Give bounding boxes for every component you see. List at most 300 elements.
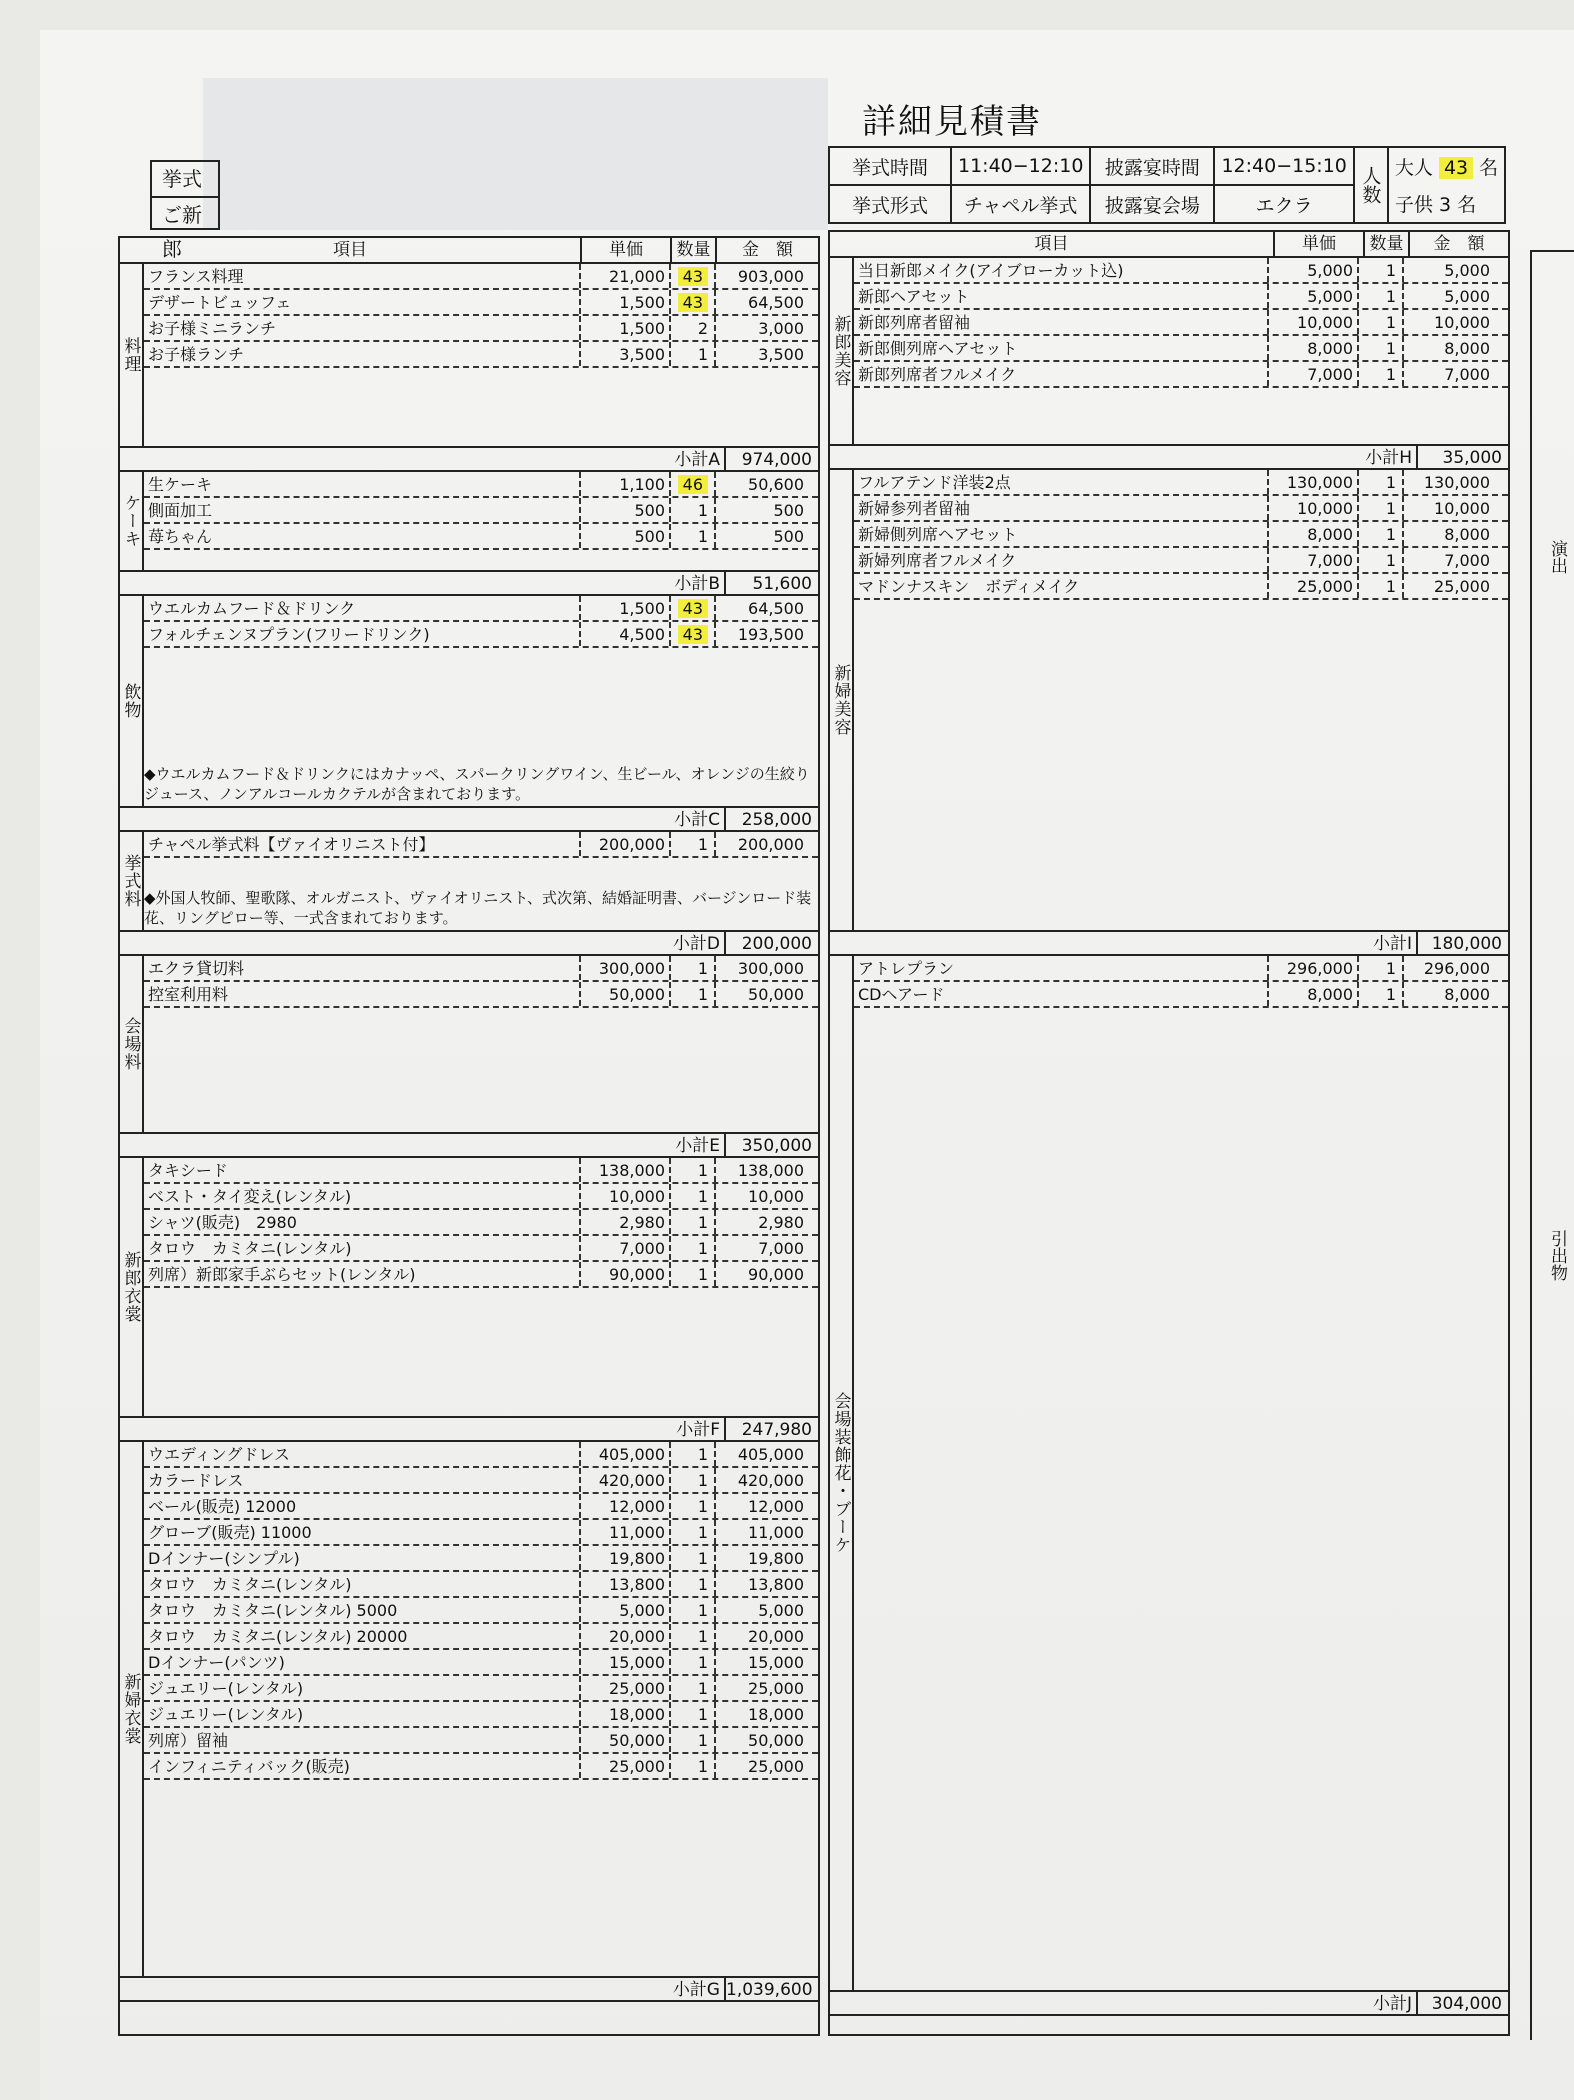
subtotal-value: 304,000 bbox=[1431, 1994, 1502, 2014]
subtotal-row bbox=[120, 808, 818, 832]
item-name: CDヘアード bbox=[854, 982, 1269, 1006]
table-row bbox=[144, 1468, 818, 1494]
next-page-edge-top bbox=[1530, 250, 1574, 252]
col-unit-price: 単価 bbox=[582, 238, 672, 262]
col-qty: 数量 bbox=[672, 238, 717, 262]
subtotal-value: 1,039,600 bbox=[726, 1980, 813, 2000]
unit-price: 25,000 bbox=[1269, 574, 1359, 598]
amount: 903,000 bbox=[737, 267, 804, 286]
quantity-highlight: 43 bbox=[678, 267, 708, 286]
item-rows bbox=[854, 956, 1508, 1008]
quantity-highlight: 46 bbox=[678, 475, 708, 494]
amount: 64,500 bbox=[748, 599, 804, 618]
item-name: タロウ カミタニ(レンタル) bbox=[144, 1236, 581, 1260]
quantity-highlight: 43 bbox=[678, 625, 708, 644]
header-info-grid bbox=[828, 146, 1506, 224]
item-name: カラードレス bbox=[144, 1468, 581, 1492]
table-row bbox=[144, 1754, 818, 1780]
subtotal-label: 小計F bbox=[120, 1418, 726, 1440]
unit-price: 13,800 bbox=[581, 1572, 671, 1596]
item-name: 列席）留袖 bbox=[144, 1728, 581, 1752]
unit-price: 2,980 bbox=[581, 1210, 671, 1234]
item-name: ウエディングドレス bbox=[144, 1442, 581, 1466]
unit-price: 10,000 bbox=[1269, 310, 1359, 334]
child-row bbox=[1388, 185, 1505, 223]
category-label: 新郎衣裳 bbox=[120, 1158, 144, 1416]
amount: 8,000 bbox=[1444, 985, 1490, 1004]
unit-price: 300,000 bbox=[581, 956, 671, 980]
quantity: 1 bbox=[671, 1754, 716, 1778]
amount: 8,000 bbox=[1444, 525, 1490, 544]
unit-price: 1,500 bbox=[581, 290, 671, 314]
table-row bbox=[144, 982, 818, 1008]
quantity: 1 bbox=[671, 1210, 716, 1234]
amount: 19,800 bbox=[748, 1549, 804, 1568]
item-name: ベール(販売) 12000 bbox=[144, 1494, 581, 1518]
category-note: ◆ウエルカムフード＆ドリンクにはカナッペ、スパークリングワイン、生ビール、オレンジの生絞りジュース、ノンアルコールカクテルが含まれております。 bbox=[144, 765, 810, 803]
unit-price: 4,500 bbox=[581, 622, 671, 646]
category-group bbox=[120, 956, 818, 1134]
venue-value: エクラ bbox=[1214, 185, 1353, 223]
unit-price: 19,800 bbox=[581, 1546, 671, 1570]
quantity: 1 bbox=[1359, 470, 1404, 494]
table-row bbox=[144, 596, 818, 622]
table-row bbox=[854, 548, 1508, 574]
category-label: 飲物 bbox=[120, 596, 144, 806]
col-amount: 金 額 bbox=[742, 240, 793, 260]
item-name: 新婦列席者フルメイク bbox=[854, 548, 1269, 572]
table-row bbox=[144, 1184, 818, 1210]
quantity bbox=[671, 290, 716, 314]
col-item: 項目 bbox=[120, 238, 582, 262]
amount: 500 bbox=[773, 501, 804, 520]
amount: 138,000 bbox=[737, 1161, 804, 1180]
child-label: 子供 bbox=[1394, 194, 1433, 216]
subtotal-row bbox=[120, 1134, 818, 1158]
adult-count: 43 bbox=[1439, 157, 1473, 179]
quantity: 1 bbox=[671, 1572, 716, 1596]
unit-price: 8,000 bbox=[1269, 522, 1359, 546]
table-row bbox=[144, 472, 818, 498]
unit-price: 25,000 bbox=[581, 1676, 671, 1700]
table-row bbox=[144, 1702, 818, 1728]
quantity bbox=[671, 596, 716, 620]
amount: 5,000 bbox=[758, 1601, 804, 1620]
amount: 7,000 bbox=[1444, 365, 1490, 384]
table-row bbox=[144, 832, 818, 858]
table-row bbox=[144, 1572, 818, 1598]
left-estimate-table bbox=[118, 236, 820, 2036]
unit-price: 90,000 bbox=[581, 1262, 671, 1286]
unit-price: 18,000 bbox=[581, 1702, 671, 1726]
unit-price: 8,000 bbox=[1269, 336, 1359, 360]
unit-price: 420,000 bbox=[581, 1468, 671, 1492]
item-name: 控室利用料 bbox=[144, 982, 581, 1006]
item-name: エクラ貸切料 bbox=[144, 956, 581, 980]
table-row bbox=[144, 524, 818, 550]
unit-price: 20,000 bbox=[581, 1624, 671, 1648]
right-column-header bbox=[830, 232, 1508, 258]
quantity: 1 bbox=[671, 1468, 716, 1492]
item-name: Dインナー(シンプル) bbox=[144, 1546, 581, 1570]
subtotal-row bbox=[120, 448, 818, 472]
unit-price: 21,000 bbox=[581, 264, 671, 288]
table-row bbox=[144, 1210, 818, 1236]
unit-price: 1,100 bbox=[581, 472, 671, 496]
quantity: 1 bbox=[1359, 336, 1404, 360]
table-row bbox=[144, 1624, 818, 1650]
table-row bbox=[854, 574, 1508, 600]
quantity: 1 bbox=[1359, 258, 1404, 282]
quantity: 1 bbox=[671, 1442, 716, 1466]
document-title: 詳細見積書 bbox=[862, 102, 1042, 142]
people-label: 人数 bbox=[1354, 147, 1388, 223]
item-name: 新郎ヘアセット bbox=[854, 284, 1269, 308]
subtotal-row bbox=[830, 932, 1508, 956]
subtotal-row bbox=[120, 932, 818, 956]
unit-price: 3,500 bbox=[581, 342, 671, 366]
amount: 64,500 bbox=[748, 293, 804, 312]
amount: 3,000 bbox=[758, 319, 804, 338]
unit-price: 405,000 bbox=[581, 1442, 671, 1466]
col-qty: 数量 bbox=[1365, 232, 1410, 256]
amount: 11,000 bbox=[748, 1523, 804, 1542]
amount: 300,000 bbox=[737, 959, 804, 978]
subtotal-row bbox=[120, 572, 818, 596]
unit-price: 1,500 bbox=[581, 596, 671, 620]
quantity: 1 bbox=[1359, 496, 1404, 520]
category-group bbox=[120, 472, 818, 572]
amount: 3,500 bbox=[758, 345, 804, 364]
subtotal-row bbox=[120, 1418, 818, 1442]
subtotal-label: 小計C bbox=[120, 808, 726, 830]
subtotal-label: 小計G bbox=[120, 1978, 726, 2000]
category-group bbox=[120, 264, 818, 448]
subtotal-label: 小計B bbox=[120, 572, 726, 594]
quantity: 1 bbox=[671, 1702, 716, 1726]
unit-price: 7,000 bbox=[1269, 548, 1359, 572]
item-name: タキシード bbox=[144, 1158, 581, 1182]
unit-price: 500 bbox=[581, 498, 671, 522]
amount: 50,000 bbox=[748, 985, 804, 1004]
item-name: 側面加工 bbox=[144, 498, 581, 522]
subtotal-label: 小計H bbox=[830, 446, 1418, 468]
item-rows bbox=[144, 472, 818, 550]
item-name: インフィニティバック(販売) bbox=[144, 1754, 581, 1778]
table-row bbox=[144, 1728, 818, 1754]
subtotal-value: 974,000 bbox=[741, 450, 812, 470]
left-column-header bbox=[120, 238, 818, 264]
amount: 193,500 bbox=[737, 625, 804, 644]
quantity: 1 bbox=[671, 1546, 716, 1570]
subtotal-label: 小計A bbox=[120, 448, 726, 470]
quantity: 1 bbox=[1359, 956, 1404, 980]
amount: 200,000 bbox=[737, 835, 804, 854]
unit-price: 12,000 bbox=[581, 1494, 671, 1518]
item-name: フランス料理 bbox=[144, 264, 581, 288]
right-estimate-table bbox=[828, 230, 1510, 2036]
category-label: 会場料 bbox=[120, 956, 144, 1132]
unit-price: 296,000 bbox=[1269, 956, 1359, 980]
col-item: 項目 bbox=[830, 232, 1275, 256]
quantity: 1 bbox=[671, 1650, 716, 1674]
subtotal-value: 51,600 bbox=[752, 574, 812, 594]
item-name: タロウ カミタニ(レンタル) 5000 bbox=[144, 1598, 581, 1622]
table-row bbox=[144, 1494, 818, 1520]
category-label: 新婦衣裳 bbox=[120, 1442, 144, 1976]
subtotal-value: 180,000 bbox=[1431, 934, 1502, 954]
amount: 8,000 bbox=[1444, 339, 1490, 358]
item-rows bbox=[144, 832, 818, 858]
item-name: デザートビュッフェ bbox=[144, 290, 581, 314]
amount: 2,980 bbox=[758, 1213, 804, 1232]
table-row bbox=[144, 1520, 818, 1546]
table-row bbox=[144, 342, 818, 368]
quantity: 1 bbox=[1359, 548, 1404, 572]
amount: 13,800 bbox=[748, 1575, 804, 1594]
item-name: 新郎側列席ヘアセット bbox=[854, 336, 1269, 360]
quantity bbox=[671, 264, 716, 288]
table-row bbox=[144, 498, 818, 524]
item-name: ジュエリー(レンタル) bbox=[144, 1676, 581, 1700]
quantity: 1 bbox=[671, 1728, 716, 1752]
table-row bbox=[144, 316, 818, 342]
reception-time-label: 披露宴時間 bbox=[1090, 147, 1214, 185]
quantity: 1 bbox=[671, 342, 716, 366]
item-name: フルアテンド洋装2点 bbox=[854, 470, 1269, 494]
quantity: 1 bbox=[671, 524, 716, 548]
quantity-highlight: 43 bbox=[678, 599, 708, 618]
quantity: 1 bbox=[671, 1624, 716, 1648]
table-row bbox=[854, 362, 1508, 388]
item-name: グローブ(販売) 11000 bbox=[144, 1520, 581, 1544]
item-name: 生ケーキ bbox=[144, 472, 581, 496]
quantity: 1 bbox=[1359, 310, 1404, 334]
subtotal-row bbox=[830, 446, 1508, 470]
unit-price: 11,000 bbox=[581, 1520, 671, 1544]
amount: 296,000 bbox=[1423, 959, 1490, 978]
item-name: チャペル挙式料【ヴァイオリニスト付】 bbox=[144, 832, 581, 856]
table-row bbox=[144, 1442, 818, 1468]
amount: 5,000 bbox=[1444, 261, 1490, 280]
subtotal-value: 258,000 bbox=[741, 810, 812, 830]
category-group bbox=[120, 1442, 818, 1978]
amount: 18,000 bbox=[748, 1705, 804, 1724]
table-row bbox=[854, 336, 1508, 362]
amount: 405,000 bbox=[737, 1445, 804, 1464]
category-label: 会場装飾花・ブーケ bbox=[830, 956, 854, 1990]
category-label: 新郎美容 bbox=[830, 258, 854, 444]
subtotal-label: 小計D bbox=[120, 932, 726, 954]
header-left-box bbox=[150, 160, 220, 261]
item-name: 列席）新郎家手ぶらセット(レンタル) bbox=[144, 1262, 581, 1286]
table-row bbox=[144, 1676, 818, 1702]
amount: 15,000 bbox=[748, 1653, 804, 1672]
amount: 90,000 bbox=[748, 1265, 804, 1284]
quantity: 1 bbox=[671, 1494, 716, 1518]
category-group bbox=[830, 956, 1508, 1992]
child-count: 3 bbox=[1438, 194, 1452, 216]
reception-time-value: 12:40−15:10 bbox=[1214, 147, 1353, 185]
item-name: 新婦側列席ヘアセット bbox=[854, 522, 1269, 546]
far-right-label-gift: 引出物 bbox=[1547, 1230, 1567, 1281]
adult-unit: 名 bbox=[1479, 157, 1499, 179]
category-label: ケーキ bbox=[120, 472, 144, 570]
quantity: 1 bbox=[671, 1158, 716, 1182]
col-amount: 金 額 bbox=[1433, 234, 1485, 254]
unit-price: 1,500 bbox=[581, 316, 671, 340]
subtotal-label: 小計I bbox=[830, 932, 1418, 954]
quantity: 1 bbox=[671, 832, 716, 856]
item-name: 苺ちゃん bbox=[144, 524, 581, 548]
ceremony-style-value: チャペル挙式 bbox=[951, 185, 1090, 223]
subtotal-value: 350,000 bbox=[741, 1136, 812, 1156]
unit-price: 5,000 bbox=[1269, 258, 1359, 282]
header-ceremony-label: 挙式 bbox=[152, 162, 218, 198]
table-row bbox=[854, 956, 1508, 982]
item-name: 当日新郎メイク(アイブローカット込) bbox=[854, 258, 1269, 282]
table-row bbox=[854, 496, 1508, 522]
item-name: 新婦参列者留袖 bbox=[854, 496, 1269, 520]
amount: 10,000 bbox=[748, 1187, 804, 1206]
amount: 25,000 bbox=[1434, 577, 1490, 596]
table-row bbox=[854, 258, 1508, 284]
amount: 12,000 bbox=[748, 1497, 804, 1516]
table-row bbox=[144, 956, 818, 982]
amount: 5,000 bbox=[1444, 287, 1490, 306]
far-right-label-performance: 演出 bbox=[1547, 540, 1567, 574]
item-name: お子様ミニランチ bbox=[144, 316, 581, 340]
quantity: 1 bbox=[671, 1676, 716, 1700]
ceremony-style-label: 挙式形式 bbox=[829, 185, 951, 223]
quantity: 1 bbox=[1359, 522, 1404, 546]
table-row bbox=[854, 982, 1508, 1008]
quantity: 1 bbox=[1359, 284, 1404, 308]
header-groom-label: ご新郎 bbox=[162, 203, 202, 261]
category-group bbox=[120, 1158, 818, 1418]
item-name: ベスト・タイ変え(レンタル) bbox=[144, 1184, 581, 1208]
table-row bbox=[144, 1650, 818, 1676]
table-row bbox=[854, 284, 1508, 310]
item-rows bbox=[144, 1158, 818, 1288]
table-row bbox=[854, 310, 1508, 336]
amount: 130,000 bbox=[1423, 473, 1490, 492]
item-rows bbox=[854, 470, 1508, 600]
item-name: タロウ カミタニ(レンタル) bbox=[144, 1572, 581, 1596]
amount: 25,000 bbox=[748, 1679, 804, 1698]
item-name: アトレプラン bbox=[854, 956, 1269, 980]
table-row bbox=[144, 1262, 818, 1288]
subtotal-row bbox=[120, 1978, 818, 2002]
quantity: 1 bbox=[671, 1262, 716, 1286]
unit-price: 50,000 bbox=[581, 982, 671, 1006]
subtotal-label: 小計E bbox=[120, 1134, 726, 1156]
amount: 20,000 bbox=[748, 1627, 804, 1646]
subtotal-value: 200,000 bbox=[741, 934, 812, 954]
unit-price: 25,000 bbox=[581, 1754, 671, 1778]
unit-price: 5,000 bbox=[581, 1598, 671, 1622]
quantity: 1 bbox=[1359, 982, 1404, 1006]
quantity-highlight: 43 bbox=[678, 293, 708, 312]
unit-price: 10,000 bbox=[581, 1184, 671, 1208]
ceremony-time-label: 挙式時間 bbox=[829, 147, 951, 185]
table-row bbox=[144, 1546, 818, 1572]
subtotal-value: 35,000 bbox=[1442, 448, 1502, 468]
quantity: 1 bbox=[671, 982, 716, 1006]
item-rows bbox=[144, 1442, 818, 1780]
unit-price: 500 bbox=[581, 524, 671, 548]
category-group bbox=[120, 832, 818, 932]
category-group bbox=[120, 596, 818, 808]
unit-price: 8,000 bbox=[1269, 982, 1359, 1006]
unit-price: 7,000 bbox=[1269, 362, 1359, 386]
venue-label: 披露宴会場 bbox=[1090, 185, 1214, 223]
item-name: 新郎列席者留袖 bbox=[854, 310, 1269, 334]
quantity: 1 bbox=[671, 1520, 716, 1544]
table-row bbox=[854, 470, 1508, 496]
item-name: シャツ(販売) 2980 bbox=[144, 1210, 581, 1234]
amount: 50,600 bbox=[748, 475, 804, 494]
quantity: 1 bbox=[1359, 362, 1404, 386]
child-unit: 名 bbox=[1457, 194, 1477, 216]
amount: 500 bbox=[773, 527, 804, 546]
table-row bbox=[144, 1598, 818, 1624]
item-name: タロウ カミタニ(レンタル) 20000 bbox=[144, 1624, 581, 1648]
category-group bbox=[830, 258, 1508, 446]
amount: 10,000 bbox=[1434, 313, 1490, 332]
ceremony-time-value: 11:40−12:10 bbox=[951, 147, 1090, 185]
item-rows bbox=[144, 264, 818, 368]
quantity: 2 bbox=[671, 316, 716, 340]
table-row bbox=[144, 264, 818, 290]
category-label: 挙式料 bbox=[120, 832, 144, 930]
unit-price: 10,000 bbox=[1269, 496, 1359, 520]
item-name: マドンナスキン ボディメイク bbox=[854, 574, 1269, 598]
adult-label: 大人 bbox=[1394, 157, 1433, 179]
unit-price: 130,000 bbox=[1269, 470, 1359, 494]
category-label: 料理 bbox=[120, 264, 144, 446]
item-name: ジュエリー(レンタル) bbox=[144, 1702, 581, 1726]
quantity: 1 bbox=[671, 1184, 716, 1208]
item-name: 新郎列席者フルメイク bbox=[854, 362, 1269, 386]
table-row bbox=[854, 522, 1508, 548]
category-label: 新婦美容 bbox=[830, 470, 854, 930]
subtotal-label: 小計J bbox=[830, 1992, 1418, 2014]
item-rows bbox=[144, 956, 818, 1008]
amount: 7,000 bbox=[758, 1239, 804, 1258]
unit-price: 15,000 bbox=[581, 1650, 671, 1674]
amount: 420,000 bbox=[737, 1471, 804, 1490]
item-name: ウエルカムフード＆ドリンク bbox=[144, 596, 581, 620]
col-unit-price: 単価 bbox=[1275, 232, 1365, 256]
amount: 50,000 bbox=[748, 1731, 804, 1750]
table-row bbox=[144, 622, 818, 648]
item-name: お子様ランチ bbox=[144, 342, 581, 366]
quantity: 1 bbox=[671, 956, 716, 980]
table-row bbox=[144, 290, 818, 316]
unit-price: 5,000 bbox=[1269, 284, 1359, 308]
table-row bbox=[144, 1236, 818, 1262]
amount: 7,000 bbox=[1444, 551, 1490, 570]
item-rows bbox=[144, 596, 818, 648]
quantity: 1 bbox=[671, 1236, 716, 1260]
quantity: 1 bbox=[1359, 574, 1404, 598]
next-page-edge-line bbox=[1530, 250, 1532, 2040]
quantity: 1 bbox=[671, 498, 716, 522]
quantity: 1 bbox=[671, 1598, 716, 1622]
subtotal-row bbox=[830, 1992, 1508, 2016]
unit-price: 50,000 bbox=[581, 1728, 671, 1752]
